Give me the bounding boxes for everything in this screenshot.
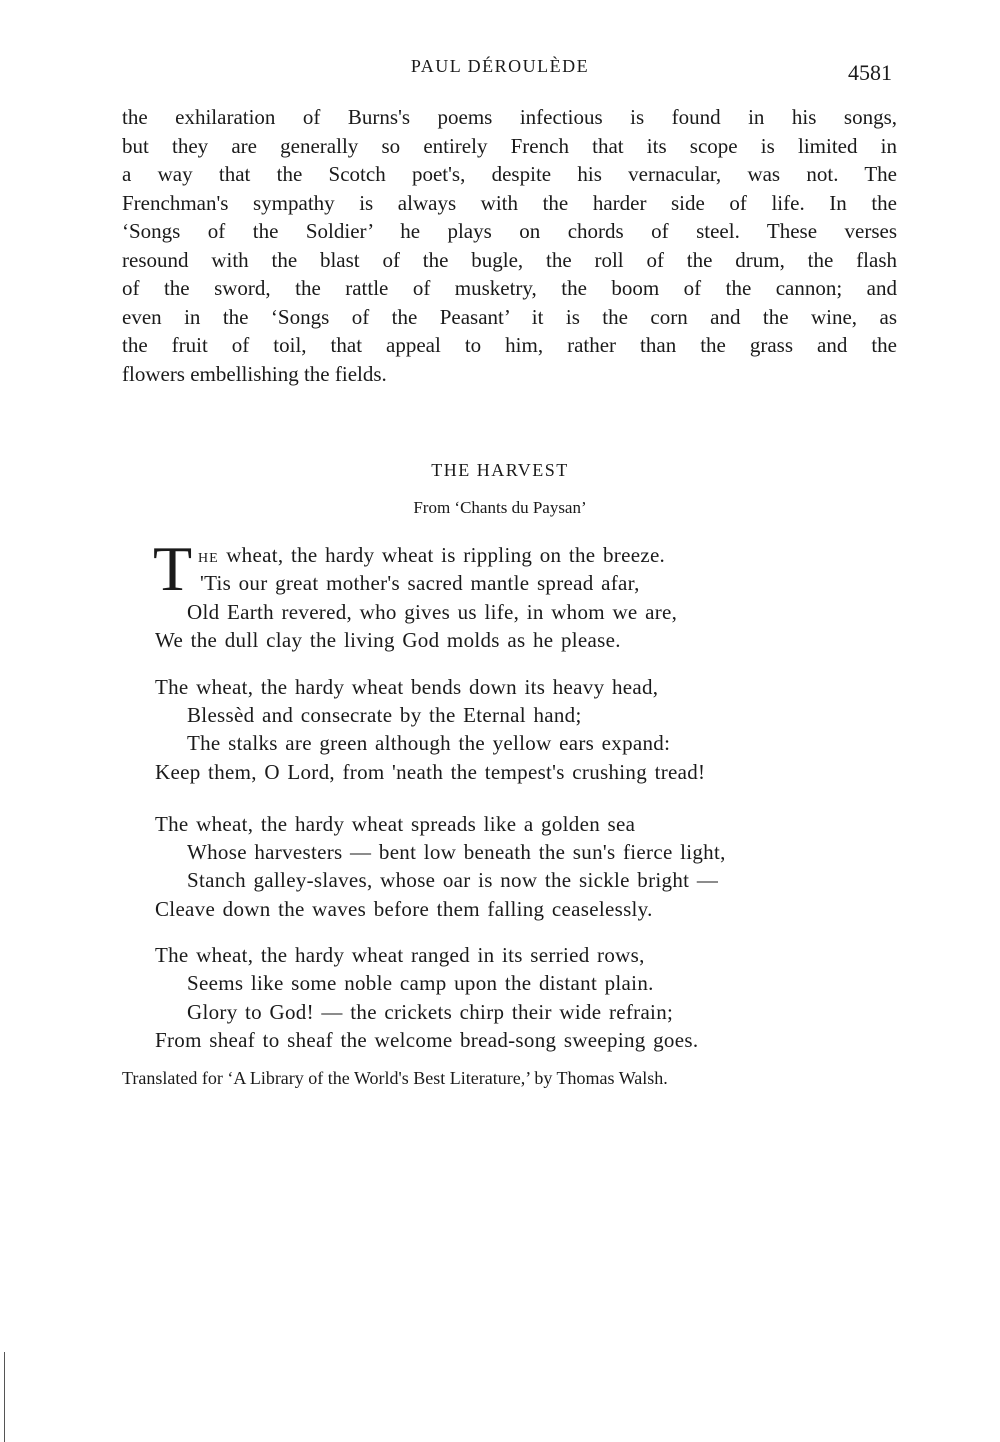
- paragraph-line: ‘Songs of the Soldier’ he plays on chords of steel. These verses: [122, 219, 897, 243]
- paragraph-line: of the sword, the rattle of musketry, the boom of the cannon; and: [122, 276, 897, 300]
- line-text: wheat, the hardy wheat is rippling on the breeze.: [218, 543, 666, 567]
- drop-cap: T: [153, 533, 193, 604]
- paragraph-line: a way that the Scotch poet's, despite his vernacular, was not. The: [122, 162, 897, 186]
- poem-subtitle: From ‘Chants du Paysan’: [413, 498, 587, 517]
- poem-line: We the dull clay the living God molds as he please.: [155, 628, 621, 652]
- poem-line: 'Tis our great mother's sacred mantle spread afar,: [200, 571, 640, 595]
- poem-line: The wheat, the hardy wheat bends down its heavy head,: [155, 675, 659, 699]
- paragraph-line: resound with the blast of the bugle, the roll of the drum, the flash: [122, 248, 897, 272]
- poem-line: Glory to God! — the crickets chirp their wide refrain;: [187, 1000, 674, 1024]
- poem-line: Keep them, O Lord, from 'neath the tempest's crushing tread!: [155, 760, 706, 784]
- translation-credit: Translated for ‘A Library of the World's Best Literature,’ by Thomas Walsh.: [122, 1068, 668, 1088]
- small-caps: HE: [198, 551, 219, 566]
- paragraph-line: Frenchman's sympathy is always with the harder side of life. In the: [122, 191, 897, 215]
- paragraph-line: the fruit of toil, that appeal to him, rather than the grass and the: [122, 333, 897, 357]
- poem-line: Whose harvesters — bent low beneath the sun's fierce light,: [187, 840, 726, 864]
- poem-line: The wheat, the hardy wheat ranged in its serried rows,: [155, 943, 645, 967]
- poem-line: The stalks are green although the yellow ears expand:: [187, 731, 671, 755]
- poem-line: Old Earth revered, who gives us life, in whom we are,: [187, 600, 678, 624]
- poem-line: The wheat, the hardy wheat spreads like a golden sea: [155, 812, 636, 836]
- paragraph-line: but they are generally so entirely French that its scope is limited in: [122, 134, 897, 158]
- poem-line: Seems like some noble camp upon the distant plain.: [187, 971, 654, 995]
- paragraph-line: even in the ‘Songs of the Peasant’ it is the corn and the wine, as: [122, 305, 897, 329]
- poem-line: Blessèd and consecrate by the Eternal hand;: [187, 703, 582, 727]
- running-header: PAUL DÉROULÈDE: [410, 56, 590, 76]
- poem-line: Cleave down the waves before them falling ceaselessly.: [155, 897, 653, 921]
- page-number: 4581: [848, 60, 892, 85]
- poem-line: From sheaf to sheaf the welcome bread-song sweeping goes.: [155, 1028, 699, 1052]
- poem-title: THE HARVEST: [431, 460, 569, 480]
- poem-line: Stanch galley-slaves, whose oar is now the sickle bright —: [187, 868, 719, 892]
- paragraph-line: the exhilaration of Burns's poems infectious is found in his songs,: [122, 105, 897, 129]
- scan-margin-line: [4, 1352, 5, 1442]
- paragraph-line: flowers embellishing the fields.: [122, 362, 387, 386]
